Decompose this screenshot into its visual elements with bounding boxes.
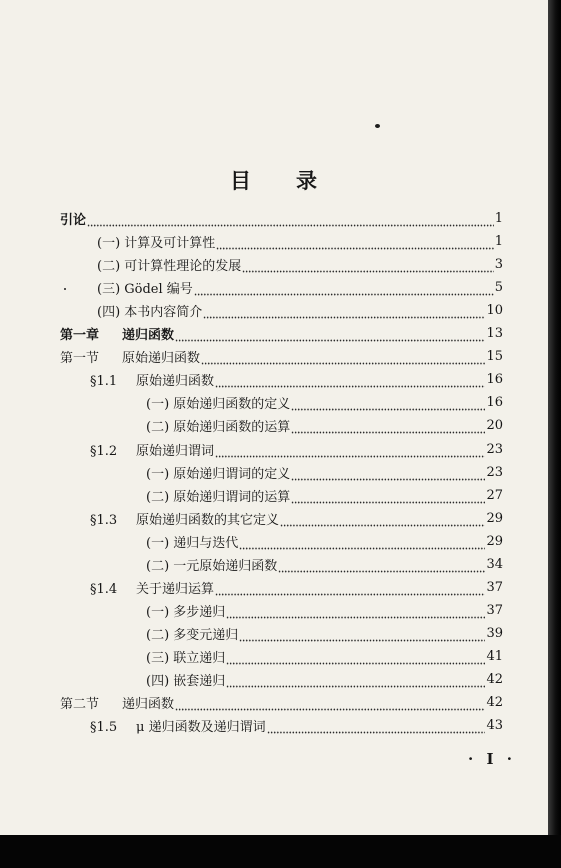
dot-leader xyxy=(194,276,494,299)
toc-entry-title: (四) 嵌套递归 xyxy=(146,674,226,689)
dot-leader xyxy=(203,299,485,322)
toc-entry-label xyxy=(60,324,174,343)
toc-entry-page-number: 5 xyxy=(494,280,503,296)
toc-entry-number: 第一章 xyxy=(60,328,100,344)
page-edge-shadow xyxy=(548,0,561,835)
toc-entry xyxy=(146,530,503,553)
toc-entry xyxy=(90,438,503,461)
toc-entry xyxy=(146,553,503,576)
toc-entry-page-number: 1 xyxy=(494,211,503,226)
toc-entry-number: §1.4 xyxy=(90,581,118,597)
dot-leader xyxy=(291,484,485,507)
toc-entry-title: (二) 一元原始递归函数 xyxy=(146,558,278,574)
toc-entry-title: (三) 联立递归 xyxy=(146,650,226,666)
toc-entry-page-number: 23 xyxy=(486,464,503,480)
toc-entry-title: (二) 多变元递归 xyxy=(146,627,239,643)
dot-leader xyxy=(175,691,485,714)
toc-entry-page-number: 37 xyxy=(486,579,503,595)
toc-entry xyxy=(90,507,503,530)
toc-entry-label xyxy=(146,601,225,620)
toc-entry xyxy=(60,345,503,368)
toc-entry-label xyxy=(60,693,174,712)
toc-entry xyxy=(97,276,503,299)
dot-leader xyxy=(291,391,485,414)
toc-entry-page-number: 27 xyxy=(486,487,503,503)
dot-leader xyxy=(226,599,485,622)
toc-entry-number: §1.2 xyxy=(90,443,118,459)
toc-entry-label xyxy=(90,509,279,528)
dot-leader xyxy=(267,714,486,737)
toc-entry-label xyxy=(97,232,215,251)
toc-entry-label xyxy=(90,440,214,459)
toc-entry-title: 关于递归运算 xyxy=(136,581,215,597)
toc-entry-label xyxy=(90,716,266,735)
toc-entry-title: 递归函数 xyxy=(122,697,175,713)
toc-entry-label xyxy=(146,624,238,643)
toc-entry-page-number: 29 xyxy=(486,510,503,526)
toc-entry-title: (四) 本书内容简介 xyxy=(97,305,203,321)
toc-entry-page-number: 43 xyxy=(486,718,503,734)
toc-entry-page-number: 1 xyxy=(494,234,503,250)
toc-entry-page-number: 42 xyxy=(486,672,503,687)
toc-entry-title: (三) Gödel 编号 xyxy=(97,282,193,298)
toc-entry-page-number: 16 xyxy=(486,372,503,388)
toc-entry-label xyxy=(97,278,193,297)
dot-leader xyxy=(291,461,485,484)
dot-leader xyxy=(239,622,485,645)
toc-entry-title: (二) 原始递归谓词的运算 xyxy=(146,489,291,505)
toc-entry-page-number: 39 xyxy=(486,625,503,641)
toc-entry xyxy=(146,645,503,668)
toc-entry-label xyxy=(97,301,202,320)
dot-leader xyxy=(291,414,485,437)
toc-entry xyxy=(146,484,503,507)
toc-entry-page-number: 34 xyxy=(486,556,503,572)
toc-entry-label xyxy=(60,209,86,228)
toc-entry-title: μ 递归函数及递归谓词 xyxy=(136,720,266,736)
toc-entry xyxy=(146,622,503,645)
toc-entry-title: 原始递归函数的其它定义 xyxy=(136,512,280,528)
toc-entry xyxy=(97,253,503,276)
dot-leader xyxy=(239,530,485,553)
dot-leader xyxy=(215,576,485,599)
toc-entry-page-number: 10 xyxy=(486,303,503,319)
toc-entry xyxy=(90,714,503,737)
toc-entry-label xyxy=(97,255,241,274)
page-folio: · I · xyxy=(468,750,516,768)
toc-entry-page-number: 13 xyxy=(486,326,503,342)
toc-entry xyxy=(146,599,503,622)
toc-entry-title: 引论 xyxy=(60,213,87,228)
toc-entry-page-number: 16 xyxy=(486,395,503,411)
ink-speck xyxy=(64,288,66,290)
toc-entry-label xyxy=(90,578,214,597)
dot-leader xyxy=(216,230,493,253)
toc-entry-label xyxy=(146,393,290,412)
dot-leader xyxy=(215,368,485,391)
dot-leader xyxy=(226,668,485,691)
toc-entry xyxy=(90,576,503,599)
title-char-right: 录 xyxy=(296,168,318,193)
toc-entry-label xyxy=(146,532,238,551)
toc-entry-title: 原始递归函数 xyxy=(122,351,201,367)
scan-border xyxy=(0,835,561,868)
dot-leader xyxy=(87,207,494,230)
toc-entry-page-number: 29 xyxy=(486,533,503,549)
toc-entry-title: (二) 可计算性理论的发展 xyxy=(97,259,242,275)
toc-entry-label xyxy=(60,347,200,366)
toc-entry xyxy=(146,391,503,414)
toc-entry-page-number: 15 xyxy=(486,349,503,365)
dot-leader xyxy=(226,645,485,668)
toc-entry-title: (一) 递归与迭代 xyxy=(146,535,239,551)
dot-leader xyxy=(215,438,485,461)
dot-leader xyxy=(242,253,493,276)
ink-speck xyxy=(375,124,380,128)
toc-entry-title: (一) 原始递归谓词的定义 xyxy=(146,466,291,482)
dot-leader xyxy=(278,553,485,576)
toc-entry-label xyxy=(146,555,277,574)
toc-entry-title: (二) 原始递归函数的运算 xyxy=(146,420,291,436)
toc-entry-label xyxy=(146,416,290,435)
toc-entry-title: 原始递归函数 xyxy=(136,374,215,390)
toc-entry-number: §1.3 xyxy=(90,512,118,528)
title-char-left: 目 xyxy=(230,168,252,193)
toc-entry xyxy=(146,668,503,691)
toc-entry xyxy=(146,461,503,484)
dot-leader xyxy=(280,507,485,530)
toc-entry xyxy=(60,322,503,345)
toc-entry-label xyxy=(146,463,290,482)
toc-entry-page-number: 23 xyxy=(486,441,503,457)
toc-entry-number: 第二节 xyxy=(60,697,100,713)
toc-entry-page-number: 3 xyxy=(494,257,503,273)
dot-leader xyxy=(201,345,485,368)
toc-entry-label xyxy=(90,370,214,389)
toc-entry-number: 第一节 xyxy=(60,351,100,367)
toc-entry-page-number: 20 xyxy=(486,418,503,434)
toc-entry-number: §1.5 xyxy=(90,720,118,736)
toc-entry-label xyxy=(146,670,225,689)
toc-entry xyxy=(97,230,503,253)
toc-entry xyxy=(90,368,503,391)
toc-entry xyxy=(146,414,503,437)
toc-entry-page-number: 42 xyxy=(486,695,503,711)
toc-entry-title: (一) 多步递归 xyxy=(146,604,226,620)
toc-entry xyxy=(60,207,503,230)
toc-entry-page-number: 41 xyxy=(486,648,503,664)
toc-entry-label xyxy=(146,647,225,666)
toc-entry-number: §1.1 xyxy=(90,374,118,390)
toc-entry xyxy=(97,299,503,322)
toc-entry-title: (一) 原始递归函数的定义 xyxy=(146,397,291,413)
dot-leader xyxy=(175,322,485,345)
toc-entry-title: 递归函数 xyxy=(122,328,175,344)
toc-entry-label xyxy=(146,486,290,505)
toc-entry-title: (一) 计算及可计算性 xyxy=(97,236,216,252)
toc-entry-title: 原始递归谓词 xyxy=(136,443,215,459)
toc-entry xyxy=(60,691,503,714)
page-title xyxy=(0,165,548,195)
toc-entry-page-number: 37 xyxy=(486,602,503,618)
